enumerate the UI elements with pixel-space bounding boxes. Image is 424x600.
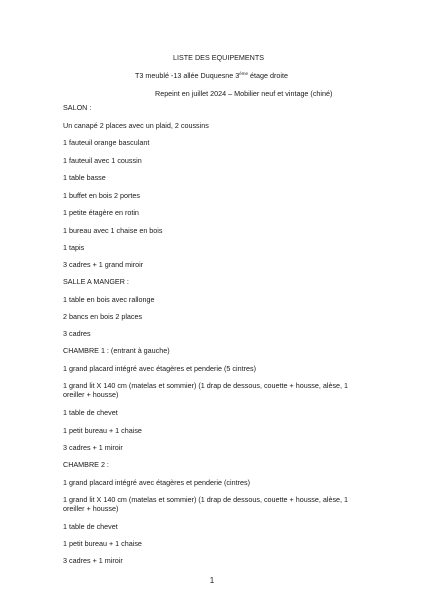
list-item: 1 petit bureau + 1 chaise [63, 539, 142, 548]
list-item: 1 table en bois avec rallonge [63, 295, 155, 304]
address-text: T3 meublé -13 allée Duquesne 3 [135, 71, 240, 80]
list-item: 1 fauteuil orange basculant [63, 138, 150, 147]
list-item: 1 tapis [63, 243, 85, 252]
list-item: 2 bancs en bois 2 places [63, 312, 143, 321]
floor-superscript: ème [239, 71, 249, 76]
list-item: 1 grand lit X 140 cm (matelas et sommier) (1 drap de dessous, couette + housse, alèse, 1 oreiller + housse) [63, 495, 349, 513]
list-item: 3 cadres + 1 miroir [63, 556, 123, 565]
list-item: 3 cadres + 1 grand miroir [63, 260, 144, 269]
list-item: 1 grand placard intégré avec étagères et penderie (cintres) [63, 478, 250, 487]
list-item: 3 cadres + 1 miroir [63, 443, 123, 452]
section-heading-chambre-1: CHAMBRE 1 : (entrant à gauche) [63, 346, 170, 355]
section-heading-chambre-2: CHAMBRE 2 : [63, 460, 109, 469]
document-title: LISTE DES EQUIPEMENTS [173, 53, 265, 62]
address-line [135, 71, 288, 80]
list-item: 1 table de chevet [63, 522, 118, 531]
list-item: 3 cadres [63, 329, 91, 338]
list-item: 1 petite étagère en rotin [63, 208, 139, 217]
list-item: 1 table de chevet [63, 408, 118, 417]
list-item: Un canapé 2 places avec un plaid, 2 coussins [63, 121, 209, 130]
page-number: 1 [209, 576, 215, 585]
list-item: 1 bureau avec 1 chaise en bois [63, 226, 163, 235]
address-text-end: étage droite [248, 71, 289, 80]
section-heading-salle-a-manger: SALLE A MANGER : [63, 277, 129, 286]
list-item: 1 grand lit X 140 cm (matelas et sommier) (1 drap de dessous, couette + housse, alèse, 1 oreiller + housse) [63, 381, 349, 399]
list-item: 1 fauteuil avec 1 coussin [63, 156, 142, 165]
list-item: 1 petit bureau + 1 chaise [63, 426, 142, 435]
list-item: 1 buffet en bois 2 portes [63, 191, 140, 200]
section-heading-salon: SALON : [63, 103, 92, 112]
list-item: 1 table basse [63, 173, 106, 182]
renovation-note: Repeint en juillet 2024 – Mobilier neuf et vintage (chiné) [155, 89, 333, 98]
list-item: 1 grand placard intégré avec étagères et penderie (5 cintres) [63, 364, 256, 373]
